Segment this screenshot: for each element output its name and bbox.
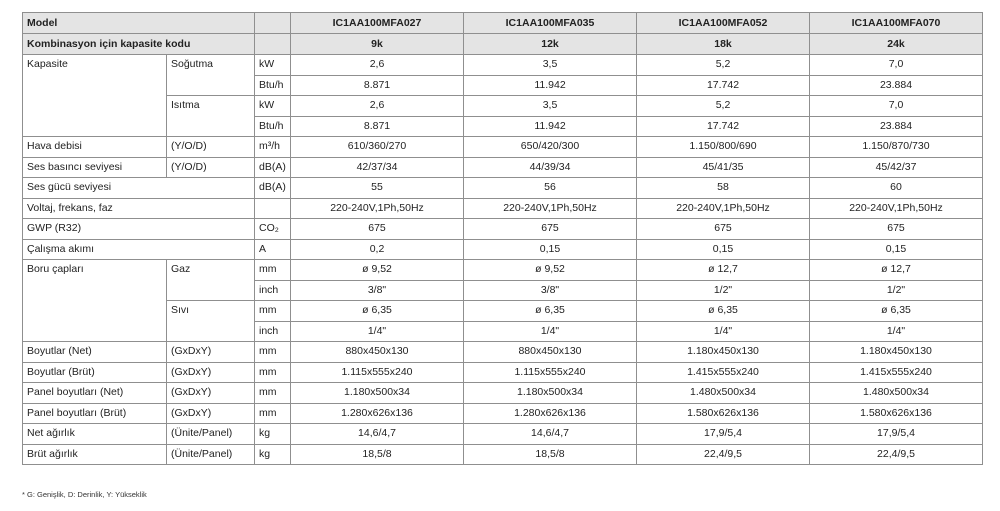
table-row bbox=[23, 424, 983, 445]
capacity-code-label: Kombinasyon için kapasite kodu bbox=[23, 34, 255, 55]
value-cell: 0,15 bbox=[464, 239, 637, 260]
value-cell: 1.480x500x34 bbox=[810, 383, 983, 404]
unit-cell: mm bbox=[255, 260, 291, 281]
value-cell: 1.415x555x240 bbox=[810, 362, 983, 383]
model-name: IC1AA100MFA035 bbox=[464, 13, 637, 34]
unit-cell: CO₂ bbox=[255, 219, 291, 240]
row-label: Ses gücü seviyesi bbox=[23, 178, 255, 199]
value-cell: 14,6/4,7 bbox=[291, 424, 464, 445]
value-cell: 23.884 bbox=[810, 75, 983, 96]
row-sublabel: Soğutma bbox=[167, 55, 255, 96]
spec-table bbox=[22, 12, 983, 465]
value-cell: 220-240V,1Ph,50Hz bbox=[637, 198, 810, 219]
value-cell: 675 bbox=[810, 219, 983, 240]
row-label: Panel boyutları (Brüt) bbox=[23, 403, 167, 424]
value-cell: 2,6 bbox=[291, 55, 464, 76]
row-sublabel: (GxDxY) bbox=[167, 342, 255, 363]
value-cell: 18,5/8 bbox=[291, 444, 464, 465]
value-cell: 1.180x500x34 bbox=[291, 383, 464, 404]
value-cell: 56 bbox=[464, 178, 637, 199]
table-row bbox=[23, 260, 983, 281]
unit-cell: mm bbox=[255, 403, 291, 424]
value-cell: 1.480x500x34 bbox=[637, 383, 810, 404]
model-name: IC1AA100MFA052 bbox=[637, 13, 810, 34]
value-cell: 880x450x130 bbox=[291, 342, 464, 363]
row-label: Çalışma akımı bbox=[23, 239, 255, 260]
value-cell: 17,9/5,4 bbox=[810, 424, 983, 445]
value-cell: ø 6,35 bbox=[464, 301, 637, 322]
value-cell: 1/2" bbox=[637, 280, 810, 301]
value-cell: 1/4" bbox=[637, 321, 810, 342]
table-row bbox=[23, 157, 983, 178]
unit-cell: mm bbox=[255, 342, 291, 363]
value-cell: ø 9,52 bbox=[464, 260, 637, 281]
value-cell: 1.415x555x240 bbox=[637, 362, 810, 383]
unit-cell: kW bbox=[255, 96, 291, 117]
value-cell: 17.742 bbox=[637, 75, 810, 96]
row-label: Hava debisi bbox=[23, 137, 167, 158]
value-cell: 3,5 bbox=[464, 96, 637, 117]
value-cell: 1.580x626x136 bbox=[810, 403, 983, 424]
unit-cell: inch bbox=[255, 321, 291, 342]
value-cell: 1/2" bbox=[810, 280, 983, 301]
row-label: Boyutlar (Net) bbox=[23, 342, 167, 363]
model-name: IC1AA100MFA070 bbox=[810, 13, 983, 34]
value-cell: 3/8" bbox=[291, 280, 464, 301]
row-label: Ses basıncı seviyesi bbox=[23, 157, 167, 178]
row-label: GWP (R32) bbox=[23, 219, 255, 240]
value-cell: 22,4/9,5 bbox=[810, 444, 983, 465]
value-cell: 1.180x500x34 bbox=[464, 383, 637, 404]
value-cell: 1/4" bbox=[464, 321, 637, 342]
value-cell: 1.115x555x240 bbox=[291, 362, 464, 383]
value-cell: 22,4/9,5 bbox=[637, 444, 810, 465]
value-cell: 14,6/4,7 bbox=[464, 424, 637, 445]
value-cell: 1.115x555x240 bbox=[464, 362, 637, 383]
value-cell: 0,15 bbox=[810, 239, 983, 260]
table-row bbox=[23, 96, 983, 117]
value-cell: 1.280x626x136 bbox=[291, 403, 464, 424]
value-cell: 675 bbox=[464, 219, 637, 240]
unit-cell: m³/h bbox=[255, 137, 291, 158]
table-row bbox=[23, 362, 983, 383]
model-name: IC1AA100MFA027 bbox=[291, 13, 464, 34]
table-row bbox=[23, 198, 983, 219]
unit-cell: mm bbox=[255, 383, 291, 404]
row-sublabel: Gaz bbox=[167, 260, 255, 301]
value-cell: ø 6,35 bbox=[291, 301, 464, 322]
unit-cell: mm bbox=[255, 362, 291, 383]
unit-cell: dB(A) bbox=[255, 178, 291, 199]
value-cell: 42/37/34 bbox=[291, 157, 464, 178]
row-sublabel: Sıvı bbox=[167, 301, 255, 342]
value-cell: 1.280x626x136 bbox=[464, 403, 637, 424]
value-cell: 675 bbox=[637, 219, 810, 240]
row-label: Brüt ağırlık bbox=[23, 444, 167, 465]
value-cell: 0,2 bbox=[291, 239, 464, 260]
value-cell: 880x450x130 bbox=[464, 342, 637, 363]
value-cell: 1.180x450x130 bbox=[810, 342, 983, 363]
value-cell: 23.884 bbox=[810, 116, 983, 137]
unit-cell: Btu/h bbox=[255, 75, 291, 96]
value-cell: 3/8" bbox=[464, 280, 637, 301]
row-label: Net ağırlık bbox=[23, 424, 167, 445]
value-cell: 7,0 bbox=[810, 96, 983, 117]
value-cell: ø 12,7 bbox=[810, 260, 983, 281]
table-row bbox=[23, 55, 983, 76]
unit-cell bbox=[255, 198, 291, 219]
unit-cell: A bbox=[255, 239, 291, 260]
header-row-model bbox=[23, 13, 983, 34]
value-cell: 220-240V,1Ph,50Hz bbox=[810, 198, 983, 219]
value-cell: 220-240V,1Ph,50Hz bbox=[464, 198, 637, 219]
value-cell: 5,2 bbox=[637, 55, 810, 76]
capacity-code: 24k bbox=[810, 34, 983, 55]
value-cell: ø 12,7 bbox=[637, 260, 810, 281]
footnote: * G: Genişlik, D: Derinlik, Y: Yükseklik bbox=[22, 490, 147, 499]
unit-header-cell bbox=[255, 34, 291, 55]
row-label: Panel boyutları (Net) bbox=[23, 383, 167, 404]
value-cell: 8.871 bbox=[291, 75, 464, 96]
row-sublabel: (GxDxY) bbox=[167, 403, 255, 424]
row-sublabel: (Y/O/D) bbox=[167, 157, 255, 178]
unit-cell: kg bbox=[255, 424, 291, 445]
table-row bbox=[23, 219, 983, 240]
unit-cell: kg bbox=[255, 444, 291, 465]
row-label: Boyutlar (Brüt) bbox=[23, 362, 167, 383]
value-cell: 675 bbox=[291, 219, 464, 240]
value-cell: 1/4" bbox=[291, 321, 464, 342]
table-row bbox=[23, 383, 983, 404]
header-row-capacity-code bbox=[23, 34, 983, 55]
table-row bbox=[23, 301, 983, 322]
value-cell: 1.150/800/690 bbox=[637, 137, 810, 158]
row-label: Kapasite bbox=[23, 55, 167, 137]
value-cell: 55 bbox=[291, 178, 464, 199]
row-sublabel: (Y/O/D) bbox=[167, 137, 255, 158]
value-cell: 1/4" bbox=[810, 321, 983, 342]
value-cell: 58 bbox=[637, 178, 810, 199]
table-row bbox=[23, 342, 983, 363]
value-cell: 2,6 bbox=[291, 96, 464, 117]
table-row bbox=[23, 239, 983, 260]
row-sublabel: (GxDxY) bbox=[167, 362, 255, 383]
value-cell: ø 9,52 bbox=[291, 260, 464, 281]
value-cell: 3,5 bbox=[464, 55, 637, 76]
model-label: Model bbox=[23, 13, 255, 34]
value-cell: 610/360/270 bbox=[291, 137, 464, 158]
unit-cell: dB(A) bbox=[255, 157, 291, 178]
row-sublabel: (Ünite/Panel) bbox=[167, 424, 255, 445]
table-row bbox=[23, 403, 983, 424]
value-cell: 44/39/34 bbox=[464, 157, 637, 178]
value-cell: 650/420/300 bbox=[464, 137, 637, 158]
unit-cell: mm bbox=[255, 301, 291, 322]
spec-table-body bbox=[23, 13, 983, 465]
row-sublabel: (Ünite/Panel) bbox=[167, 444, 255, 465]
value-cell: 11.942 bbox=[464, 75, 637, 96]
value-cell: 45/42/37 bbox=[810, 157, 983, 178]
value-cell: 17,9/5,4 bbox=[637, 424, 810, 445]
value-cell: ø 6,35 bbox=[810, 301, 983, 322]
row-sublabel: Isıtma bbox=[167, 96, 255, 137]
table-row bbox=[23, 137, 983, 158]
capacity-code: 9k bbox=[291, 34, 464, 55]
value-cell: 1.580x626x136 bbox=[637, 403, 810, 424]
value-cell: ø 6,35 bbox=[637, 301, 810, 322]
unit-cell: kW bbox=[255, 55, 291, 76]
unit-cell: Btu/h bbox=[255, 116, 291, 137]
value-cell: 45/41/35 bbox=[637, 157, 810, 178]
row-sublabel: (GxDxY) bbox=[167, 383, 255, 404]
value-cell: 11.942 bbox=[464, 116, 637, 137]
value-cell: 220-240V,1Ph,50Hz bbox=[291, 198, 464, 219]
value-cell: 1.150/870/730 bbox=[810, 137, 983, 158]
value-cell: 60 bbox=[810, 178, 983, 199]
value-cell: 18,5/8 bbox=[464, 444, 637, 465]
capacity-code: 12k bbox=[464, 34, 637, 55]
table-row bbox=[23, 178, 983, 199]
value-cell: 5,2 bbox=[637, 96, 810, 117]
unit-header-cell bbox=[255, 13, 291, 34]
value-cell: 17.742 bbox=[637, 116, 810, 137]
row-label: Voltaj, frekans, faz bbox=[23, 198, 255, 219]
row-label: Boru çapları bbox=[23, 260, 167, 342]
capacity-code: 18k bbox=[637, 34, 810, 55]
table-row bbox=[23, 444, 983, 465]
value-cell: 0,15 bbox=[637, 239, 810, 260]
value-cell: 7,0 bbox=[810, 55, 983, 76]
value-cell: 8.871 bbox=[291, 116, 464, 137]
value-cell: 1.180x450x130 bbox=[637, 342, 810, 363]
unit-cell: inch bbox=[255, 280, 291, 301]
